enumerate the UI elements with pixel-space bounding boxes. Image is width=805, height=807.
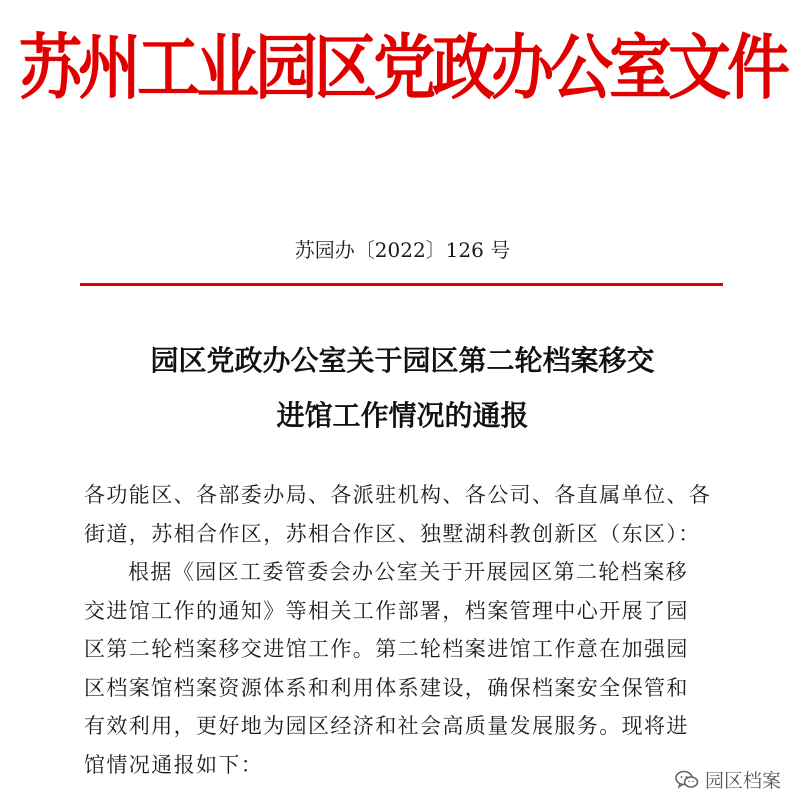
body-line: 区档案馆档案资源体系和利用体系建设，确保档案安全保管和 <box>84 675 689 700</box>
document-title <box>0 333 805 443</box>
document-title-line: 进馆工作情况的通报 <box>276 399 529 432</box>
body-line: 交进馆工作的通知》等相关工作部署，档案管理中心开展了园 <box>84 598 689 623</box>
body-line: 馆情况通报如下： <box>84 752 264 777</box>
document-title-line: 园区党政办公室关于园区第二轮档案移交 <box>150 344 655 377</box>
account-watermark <box>673 766 783 793</box>
wechat-icon <box>675 770 699 790</box>
document-number: 苏园办〔2022〕126 号 <box>294 238 511 262</box>
document-body <box>84 476 744 784</box>
body-line: 根据《园区工委管委会办公室关于开展园区第二轮档案移 <box>128 560 688 584</box>
issuer-title: 苏州工业园区党政办公室文件 <box>19 26 786 109</box>
body-line: 区第二轮档案移交进馆工作。第二轮档案进馆工作意在加强园 <box>84 637 689 661</box>
body-line: 各功能区、各部委办局、各派驻机构、各公司、各直属单位、各 <box>84 483 712 507</box>
red-divider <box>80 283 723 286</box>
body-line: 街道，苏相合作区，苏相合作区、独墅湖科教创新区（东区）： <box>84 521 701 546</box>
body-line: 有效利用，更好地为园区经济和社会高质量发展服务。现将进 <box>84 714 689 738</box>
watermark-text: 园区档案 <box>704 770 781 792</box>
